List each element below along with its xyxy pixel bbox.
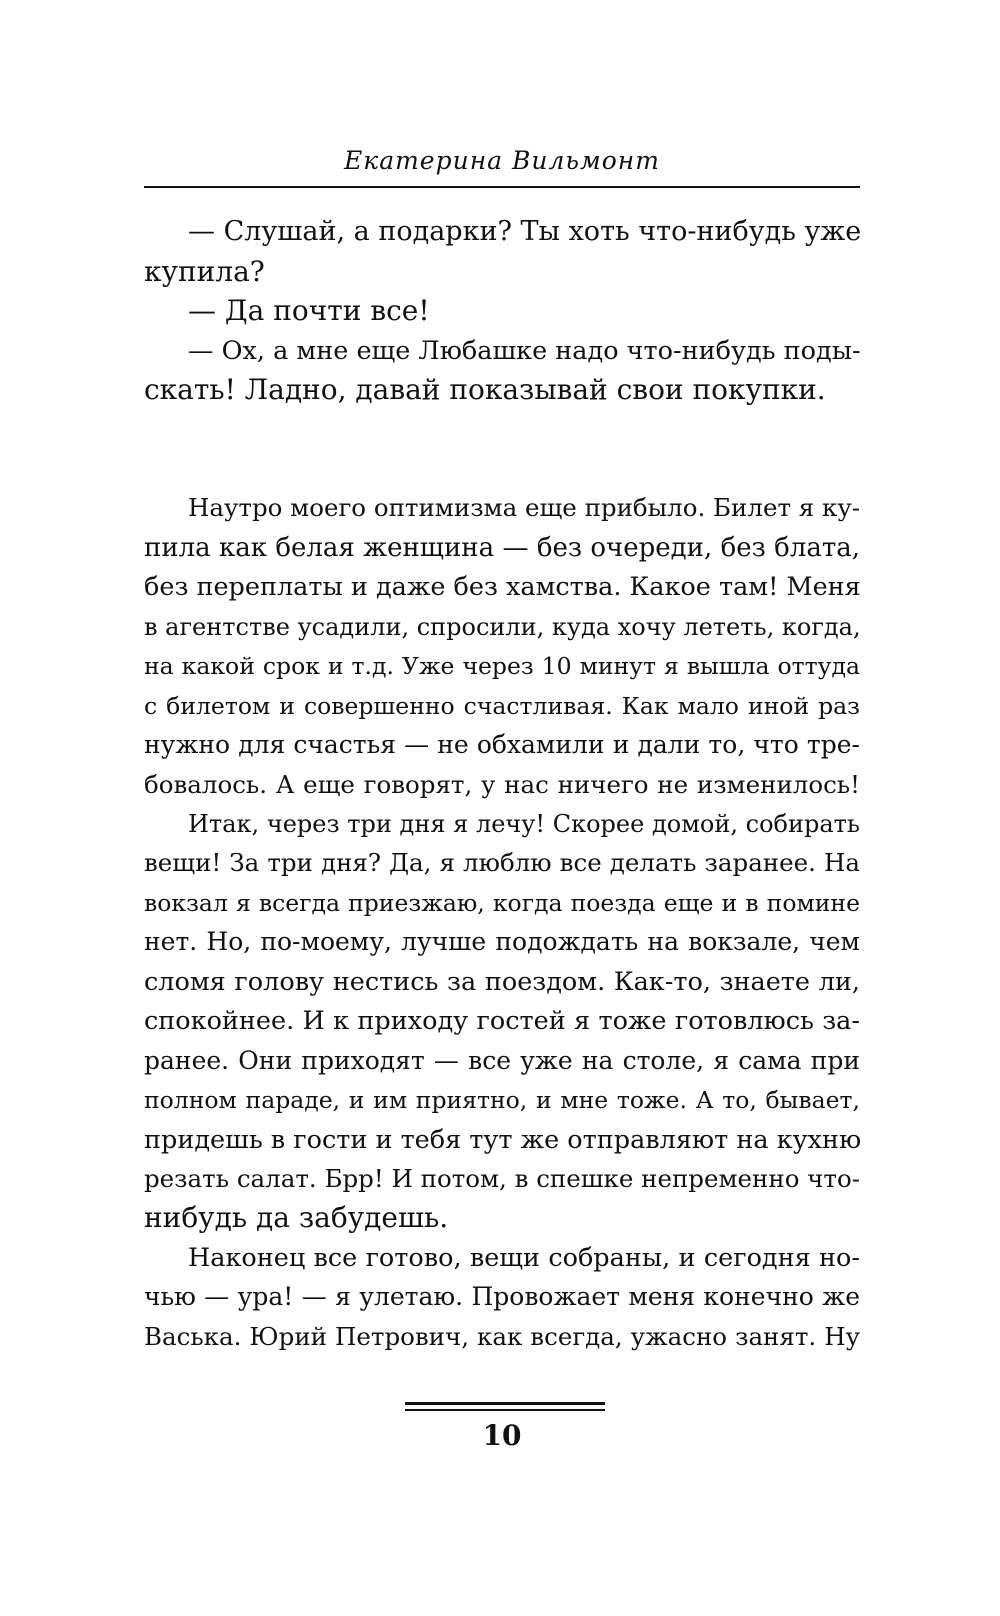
- text-line: — Ох, а мне еще Любашке надо что-нибудь поды-: [188, 336, 861, 366]
- text-line: нужно для счастья — не обхамили и дали то, что тре-: [144, 730, 860, 759]
- text-line: с билетом и совершенно счастливая. Как мало иной раз: [144, 692, 860, 720]
- text-line: на какой срок и т.д. Уже через 10 минут я вышла оттуда: [144, 652, 860, 680]
- footer-rule-thin: [405, 1409, 605, 1411]
- text-line: купила?: [144, 255, 265, 288]
- text-line: в агентстве усадили, спросили, куда хочу лететь, когда,: [144, 613, 861, 641]
- text-line: скать! Ладно, давай показывай свои покупки.: [144, 373, 826, 406]
- header-rule: [144, 186, 860, 188]
- text-line: вещи! За три дня? Да, я люблю все делать заранее. На: [144, 848, 860, 877]
- text-line: спокойнее. И к приходу гостей я тоже готовлюсь за-: [144, 1006, 860, 1036]
- text-line: — Да почти все!: [188, 294, 430, 327]
- text-line: чью — ура! — я улетаю. Провожает меня конечно же: [144, 1282, 860, 1311]
- text-line: сломя голову нестись за поездом. Как-то, знаете ли,: [144, 967, 860, 997]
- text-line: Васька. Юрий Петрович, как всегда, ужасно занят. Ну: [144, 1322, 860, 1351]
- text-line: Наутро моего оптимизма еще прибыло. Билет я ку-: [188, 493, 861, 522]
- text-line: вокзал я всегда приезжаю, когда поезда еще и в помине: [144, 889, 860, 917]
- text-line: резать салат. Брр! И потом, в спешке непременно что-: [144, 1164, 861, 1193]
- text-line: полном параде, и им приятно, и мне тоже. А то, бывает,: [144, 1086, 860, 1114]
- page-number: 10: [482, 1419, 522, 1452]
- text-line: — Слушай, а подарки? Ты хоть что-нибудь уже: [188, 216, 862, 247]
- text-line: без переплаты и даже без хамства. Какое там! Меня: [144, 572, 861, 602]
- text-line: Итак, через три дня я лечу! Скорее домой, собирать: [188, 810, 860, 838]
- footer-rule-thick: [405, 1402, 605, 1405]
- text-line: нет. Но, по-моему, лучше подождать на вокзале, чем: [144, 927, 860, 956]
- text-line: ранее. Они приходят — все уже на столе, я сама при: [144, 1046, 860, 1075]
- text-line: пила как белая женщина — без очереди, без блата,: [144, 533, 860, 563]
- text-line: Наконец все готово, вещи собраны, и сегодня но-: [188, 1243, 860, 1273]
- text-line: придешь в гости и тебя тут же отправляют на кухню: [144, 1125, 862, 1155]
- text-line: бовалось. А еще говорят, у нас ничего не изменилось!: [144, 770, 860, 799]
- running-head: Екатерина Вильмонт: [344, 146, 660, 175]
- text-line: нибудь да забудешь.: [144, 1201, 449, 1234]
